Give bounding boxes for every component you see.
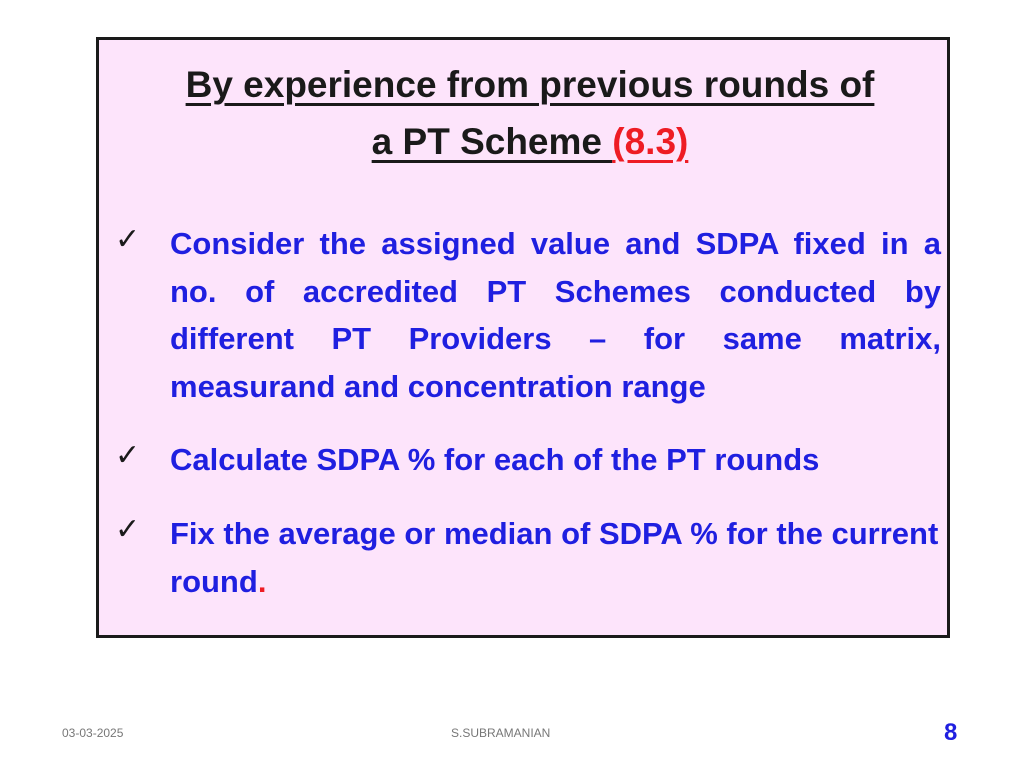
footer-author: S.SUBRAMANIAN	[451, 726, 551, 740]
bullet-text: Fix the average or median of SDPA % for the current round	[170, 516, 939, 599]
check-icon: ✓	[115, 438, 141, 473]
check-icon: ✓	[115, 512, 141, 547]
page-number: 8	[944, 719, 958, 746]
bullet-text-container	[170, 510, 941, 605]
footer-date: 03-03-2025	[62, 726, 124, 740]
title-line-1: By experience from previous rounds of	[185, 64, 875, 105]
bullet-text: Calculate SDPA % for each of the PT rounds	[170, 442, 820, 477]
bullet-text: Consider the assigned value and SDPA fixed in a no. of accredited PT Schemes conducted by different PT Providers – for same matrix, measurand and concentration range	[170, 226, 941, 404]
content-box	[96, 37, 950, 638]
slide-title	[119, 56, 941, 170]
check-icon: ✓	[115, 222, 141, 257]
end-mark: .	[257, 563, 267, 599]
title-line-2: a PT Scheme	[371, 121, 613, 162]
title-reference: (8.3)	[612, 121, 689, 162]
